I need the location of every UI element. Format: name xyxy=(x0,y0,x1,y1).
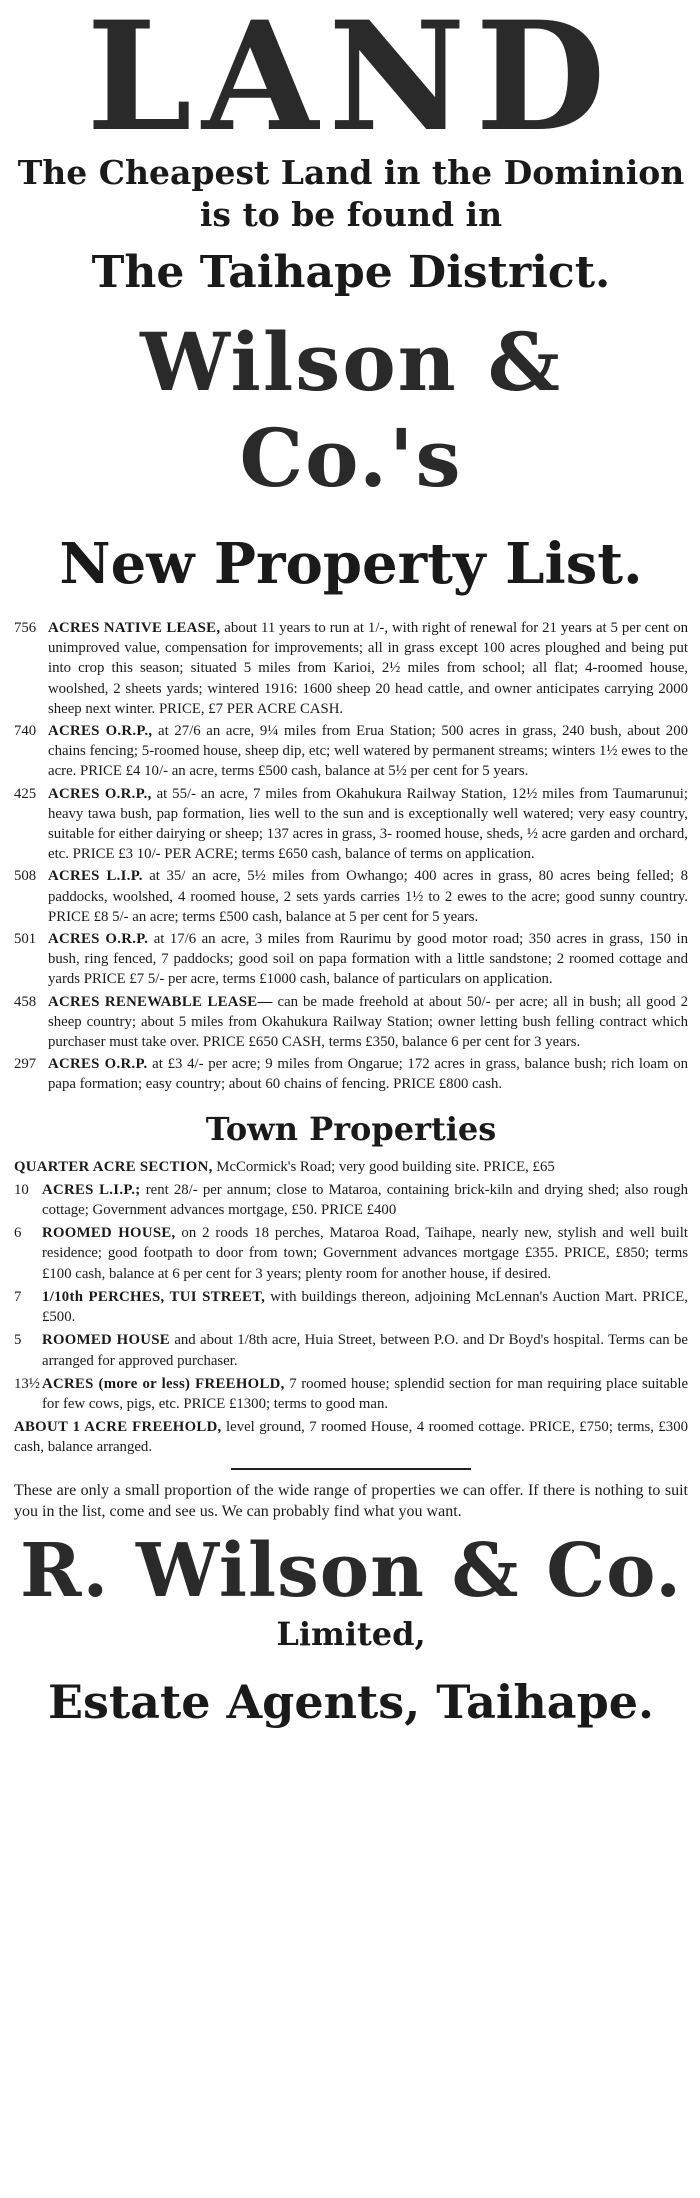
listing-number: 501 xyxy=(14,931,37,948)
listing-lead: ACRES O.R.P., xyxy=(48,723,153,740)
listing-number: 756 xyxy=(14,620,37,636)
town-properties-heading: Town Properties xyxy=(205,1109,497,1148)
listing-lead: ACRES O.R.P., xyxy=(48,785,152,802)
listing-text: about 11 years to run at 1/-, with right of renewal for 21 years at 5 per cent on unimproved value, compensation for improvements; all in grass except 100 acres ploughed and being put into crop this season; situated 5 miles from Karioi, 2½ miles from school; all flat; 4-roomed house, woolshed, 2 sheets yards; wintered 1916: 1600 sheep 20 head cattle, and owner anticipates carrying 2000 sheep next winter. PRICE, £7 PER ACRE CASH. xyxy=(48,620,688,717)
town-number: 5 xyxy=(14,1332,22,1349)
town-item xyxy=(14,1157,688,1177)
town-text: on 2 roods 18 perches, Mataroa Road, Taihape, nearly new, stylish and well built residence; good footpath to door from town; Government advances mortgage £355. PRICE, £850; terms £100 cash, balance at 6 per cent for 3 years; plenty room for another house, if desired. xyxy=(42,1225,689,1282)
listing-item xyxy=(14,866,688,927)
town-lead: QUARTER ACRE SECTION, xyxy=(14,1158,213,1175)
town-text: rent 28/- per annum; close to Mataroa, containing brick-kiln and drying shed; also rough cottage; Government advances mortgage, £50. PRICE £400 xyxy=(42,1181,689,1219)
tagline-1: The Cheapest Land in the Dominion xyxy=(17,153,685,192)
headline: LAND xyxy=(86,0,616,165)
listing-text: at £3 4/- per acre; 9 miles from Ongarue; 172 acres in grass, balance bush; rich loam on papa formation; easy country; about 60 chains of fencing. PRICE £800 cash. xyxy=(48,1056,688,1093)
listing-text: at 55/- an acre, 7 miles from Okahukura Railway Station, 12½ miles from Taumarunui; heavy tawa bush, pap formation, lies well to the sun and is exceptionally well watered; very easy country, suitable for either dairying or sheep; 137 acres in grass, 3- roomed house, sheds, ½ acre garden and orchard, etc. PRICE £3 10/- PER ACRE; terms £650 cash, balance of terms on application. xyxy=(48,785,689,863)
divider xyxy=(231,1468,471,1470)
listing-lead: ACRES RENEWABLE LEASE— xyxy=(48,993,273,1010)
town-text: with buildings thereon, adjoining McLennan's Auction Mart. PRICE, £500. xyxy=(42,1288,688,1326)
listing-item xyxy=(14,929,688,990)
closing-note: These are only a small proportion of the wide range of properties we can offer. If there is nothing to suit you in the list, come and see us. We can probably find what you want. xyxy=(14,1481,688,1520)
town-item xyxy=(14,1417,688,1457)
list-title: New Property List. xyxy=(59,531,643,597)
listing-text: at 17/6 an acre, 3 miles from Raurimu by good motor road; 350 acres in grass, 150 in bush, ring fenced, 7 paddocks; good soil on papa formation with a little sandstone; 2 roomed cottage and yards PRICE £7 5/- per acre, terms £1000 cash, balance of particulars on application. xyxy=(48,931,689,988)
listing-lead: ACRES O.R.P. xyxy=(48,1056,148,1073)
listing-item xyxy=(14,721,688,782)
listing-text: at 27/6 an acre, 9¼ miles from Erua Station; 500 acres in grass, 240 bush, about 200 chains fencing; 5-roomed house, sheep dip, etc; well watered by permanent streams; winters 1½ ewes to the acre. PRICE £4 10/- an acre, terms £500 cash, balance at 5½ per cent for 5 years. xyxy=(48,723,689,780)
town-number: 7 xyxy=(14,1288,22,1305)
listing-number: 740 xyxy=(14,723,37,740)
town-item xyxy=(14,1374,688,1414)
town-listings xyxy=(14,1157,688,1458)
listing-number: 297 xyxy=(14,1056,37,1073)
listing-item xyxy=(14,618,688,719)
estate-agents-line: Estate Agents, Taihape. xyxy=(47,1674,655,1729)
listing-item xyxy=(14,992,688,1053)
town-text: 7 roomed house; splendid section for man requiring place suitable for few cows, pigs, etc. PRICE £1300; terms to good man. xyxy=(42,1375,689,1412)
town-item xyxy=(14,1180,688,1220)
firm-name: R. Wilson & Co. xyxy=(20,1527,682,1614)
town-lead: ROOMED HOUSE, xyxy=(42,1225,176,1242)
listing-number: 425 xyxy=(14,785,37,802)
town-text: McCormick's Road; very good building site. PRICE, £65 xyxy=(216,1158,555,1175)
town-number: 13½ xyxy=(14,1375,40,1392)
town-lead: ABOUT 1 ACRE FREEHOLD, xyxy=(14,1419,222,1436)
firm-limited: Limited, xyxy=(276,1614,426,1653)
town-lead: ROOMED HOUSE xyxy=(42,1332,170,1349)
town-text: level ground, 7 roomed House, 4 roomed cottage. PRICE, £750; terms, £300 cash, balance arranged. xyxy=(14,1419,688,1456)
town-item xyxy=(14,1330,688,1370)
listing-lead: ACRES O.R.P. xyxy=(48,931,149,948)
listing-number: 458 xyxy=(14,993,37,1010)
listing-number: 508 xyxy=(14,868,37,885)
listing-item xyxy=(14,784,688,865)
agency-name: Wilson & Co.'s xyxy=(140,315,562,505)
town-lead: 1/10th PERCHES, TUI STREET, xyxy=(42,1288,266,1305)
town-text: and about 1/8th acre, Huia Street, between P.O. and Dr Boyd's hospital. Terms can be arranged for approved purchaser. xyxy=(42,1332,688,1369)
town-item xyxy=(14,1287,688,1327)
town-lead: ACRES L.I.P.; xyxy=(42,1181,141,1198)
listing-text: can be made freehold at about 50/- per acre; all in bush; all good 2 sheep country; about 5 miles from Okahukura Railway Station; owner letting bush felling contract which purchaser must take over. PRICE £650 CASH, terms £350, balance 6 per cent for 3 years. xyxy=(48,993,688,1051)
listing-item xyxy=(14,1054,688,1094)
town-item xyxy=(14,1223,688,1284)
listing-lead: ACRES NATIVE LEASE, xyxy=(48,620,221,636)
district-heading: The Taihape District. xyxy=(91,247,611,298)
town-number: 10 xyxy=(14,1181,29,1198)
listing-lead: ACRES L.I.P. xyxy=(48,868,143,885)
town-number: 6 xyxy=(14,1225,22,1242)
town-lead: ACRES (more or less) FREEHOLD, xyxy=(42,1375,285,1392)
rural-listings xyxy=(14,618,688,1095)
tagline-2: is to be found in xyxy=(199,195,503,234)
listing-text: at 35/ an acre, 5½ miles from Owhango; 400 acres in grass, 80 acres being felled; 8 paddocks, woolshed, 4 roomed house, 2 sets yards carries 1½ to 2 ewes to the acre; good sunny country. PRICE £8 5/- an acre; terms £500 cash, balance at 5 per cent for 5 years. xyxy=(48,868,688,925)
